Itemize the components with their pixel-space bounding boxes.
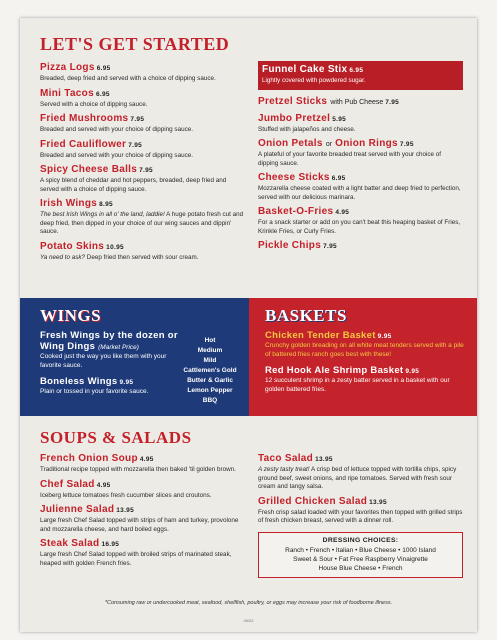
item-name: Irish Wings (40, 198, 98, 209)
item-desc: Stuffed with jalapeños and cheese. (258, 125, 356, 133)
menu-item (40, 139, 244, 161)
item-price: 7.95 (399, 141, 414, 148)
item-price: 6.95 (95, 90, 110, 98)
featured-item-box (258, 61, 463, 90)
item-name: Steak Salad (40, 538, 100, 549)
sauce-option: Lemon Pepper (187, 387, 233, 394)
baskets-title: BASKETS (265, 306, 347, 325)
item-desc: A spicy blend of cheddar and hot peppers, breaded, deep fried and served with a choice of dipping sauce. (40, 177, 227, 193)
item-price: 5.95 (332, 115, 347, 123)
item-price: 6.95 (96, 65, 111, 72)
menu-item (40, 198, 244, 237)
item-desc: Large fresh Chef Salad topped with strips of ham and turkey, provolone and mozzarella cheese, and hard boiled eggs. (40, 517, 239, 533)
item-price: 9.95 (377, 333, 392, 340)
item-subtitle: or (325, 141, 333, 148)
item-name: Grilled Chicken Salad (258, 495, 368, 507)
item-price: 8.95 (99, 201, 113, 208)
menu-item (258, 496, 463, 526)
item-price: 13.95 (315, 456, 333, 463)
item-name: Mini Tacos (40, 87, 94, 99)
item-tagline: The best Irish Wings in all o' the land, laddie! (40, 211, 165, 218)
sauce-option: Cattlemen's Gold (183, 367, 237, 374)
menu-item (40, 376, 182, 397)
dressing-line: Ranch • French • Italian • Blue Cheese • 1000 Island (285, 546, 436, 554)
item-desc: 12 succulent shrimp in a zesty batter served in a basket with our golden battered fries. (265, 377, 450, 393)
menu-page (20, 18, 477, 632)
item-desc: A crisp bed of lettuce topped with tortilla chips, spicy ground beef, sweet onions, and ripe tomatoes. Served with fresh sour cream and tangy salsa. (258, 466, 457, 490)
baskets-panel (249, 298, 477, 416)
item-price: 7.95 (385, 98, 400, 106)
item-name: Cheese Sticks (258, 172, 330, 183)
menu-item (258, 113, 463, 135)
sauce-option: BBQ (202, 397, 218, 404)
item-name: Potato Skins (40, 240, 105, 252)
menu-item (265, 330, 465, 359)
soups-title: SOUPS & SALADS (40, 428, 192, 447)
item-name: Fresh Wings by the dozen or Wing Dings (40, 330, 178, 352)
sauce-option: Butter & Garlic (187, 377, 233, 384)
menu-item (40, 504, 250, 534)
menu-item (40, 479, 250, 501)
item-price: 9.95 (119, 379, 134, 386)
menu-item (265, 365, 465, 394)
menu-item (258, 138, 463, 168)
item-price: 7.95 (128, 141, 143, 149)
item-price: 6.95 (349, 67, 364, 74)
menu-item (40, 453, 250, 475)
item-desc: For a snack starter or add on you can't beat this heaping basket of Fries, Krinkle Fries, or Curly Fries. (258, 219, 461, 235)
menu-item (40, 113, 244, 135)
item-price: 4.95 (335, 209, 350, 216)
item-tagline: Ya need to ask? (40, 253, 86, 261)
item-price: 4.95 (96, 481, 111, 489)
sauce-option: Mild (203, 357, 217, 364)
baskets-list (265, 330, 465, 398)
starters-right-column (258, 61, 463, 257)
wings-baskets-banner (20, 298, 477, 416)
menu-item (40, 538, 250, 568)
menu-item (258, 453, 463, 492)
menu-item (40, 330, 182, 370)
menu-item (258, 206, 463, 236)
item-price: 16.95 (101, 541, 120, 548)
item-desc: Served with a choice of dipping sauce. (40, 100, 148, 108)
item-desc: Lightly covered with powdered sugar. (262, 77, 366, 84)
item-subtitle: with Pub Cheese (330, 98, 384, 106)
item-name: Pickle Chips (258, 240, 322, 251)
item-name: Boneless Wings (40, 376, 118, 387)
item-desc: Breaded, deep fried and served with a choice of dipping sauce. (40, 75, 216, 82)
soups-right-column (258, 453, 463, 578)
item-desc: A plateful of your favorite breaded treat served with your choice of dipping sauce. (258, 151, 442, 167)
soups-left-column (40, 453, 250, 572)
item-price: 7.95 (323, 243, 337, 250)
sauce-list (175, 336, 245, 406)
item-name: Onion Petals (258, 138, 323, 149)
wings-title: WINGS (40, 306, 102, 325)
item-desc: Cooked just the way you like them with your favorite sauce. (40, 353, 167, 369)
starters-left-column (40, 62, 244, 266)
sauce-option: Medium (197, 347, 223, 354)
item-desc: Crunchy golden breading on all white meat tenders served with a pile of battered fries ranch goes best with these! (265, 342, 464, 358)
item-desc: Breaded and served with your choice of dipping sauce. (40, 126, 193, 133)
item-note: (Market Price) (98, 344, 139, 351)
item-desc: A huge potato fresh cut and deep fried, then dipped in your choice of our wing sauces and dippin' sauce. (40, 211, 244, 235)
item-name: Basket-O-Fries (258, 206, 334, 217)
page-number: 06/22 (243, 618, 254, 623)
item-name-alt: Onion Rings (335, 138, 398, 149)
dressing-choices-box (258, 532, 463, 578)
item-desc: Breaded and served with your choice of dipping sauce. (40, 151, 193, 159)
sauce-option: Hot (204, 337, 216, 344)
dressing-line: House Blue Cheese • French (318, 564, 403, 572)
starters-title: LET'S GET STARTED (40, 34, 230, 54)
item-price: 10.95 (106, 243, 124, 251)
item-price: 4.95 (139, 456, 154, 463)
item-name: Funnel Cake Stix (262, 64, 348, 75)
item-price: 7.95 (139, 167, 153, 174)
item-name: Red Hook Ale Shrimp Basket (265, 365, 404, 376)
item-name: Julienne Salad (40, 504, 115, 515)
item-name: French Onion Soup (40, 453, 138, 464)
dressing-title: DRESSING CHOICES: (322, 536, 399, 544)
item-name: Chicken Tender Basket (265, 330, 376, 341)
menu-item (258, 240, 463, 253)
item-name: Fried Mushrooms (40, 113, 129, 124)
menu-item (258, 96, 463, 109)
menu-item (40, 62, 244, 84)
item-desc: Fresh crisp salad loaded with your favorites then topped with grilled strips of fresh chicken breast, served with a dinner roll. (258, 508, 463, 524)
item-name: Chef Salad (40, 478, 95, 490)
menu-item (40, 88, 244, 110)
menu-item (40, 241, 244, 263)
item-name: Fried Cauliflower (40, 138, 127, 150)
item-desc: Plain or tossed in your favorite sauce. (40, 388, 149, 395)
item-desc: Iceberg lettuce tomatoes fresh cucumber slices and croutons. (40, 491, 212, 499)
item-desc: Large fresh Chef Salad topped with broiled strips of marinated steak, heaped with golden French fries. (40, 551, 232, 567)
wings-panel (20, 298, 249, 416)
item-desc: Traditional recipe topped with mozzarella then baked 'til golden brown. (40, 466, 236, 473)
item-name: Taco Salad (258, 453, 314, 464)
item-desc: Deep fried then served with sour cream. (86, 253, 199, 261)
item-name: Pretzel Sticks (258, 95, 328, 107)
food-safety-footnote: *Consuming raw or undercooked meat, seafood, shellfish, poultry, or eggs may increase your risk of foodborne illness. (104, 600, 393, 606)
item-name: Pizza Logs (40, 62, 95, 73)
item-name: Jumbo Pretzel (258, 112, 331, 124)
menu-item (258, 172, 463, 202)
wings-list (40, 330, 182, 401)
item-price: 13.95 (116, 507, 135, 514)
item-price: 13.95 (369, 498, 387, 506)
item-price: 6.95 (331, 175, 346, 182)
item-tagline: A zesty tasty treat! (258, 466, 310, 473)
item-price: 9.95 (405, 368, 420, 375)
dressing-line: Sweet & Sour • Fat Free Raspberry Vinaigrette (293, 555, 428, 563)
item-price: 7.95 (130, 116, 145, 123)
item-name: Spicy Cheese Balls (40, 164, 138, 175)
menu-item (40, 164, 244, 194)
item-desc: Mozzarella cheese coated with a light batter and deep fried to perfection, served with our delicious marinara. (258, 185, 461, 201)
